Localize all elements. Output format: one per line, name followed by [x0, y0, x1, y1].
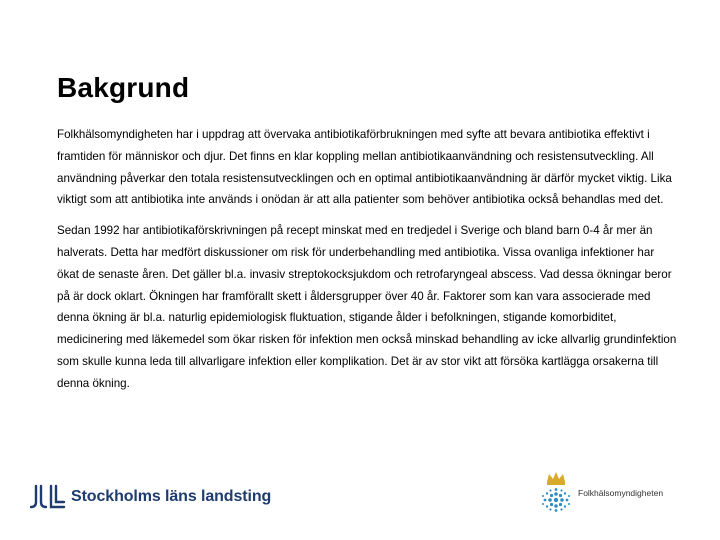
sll-logo-text: Stockholms läns landsting	[71, 488, 272, 505]
sll-logo	[30, 484, 271, 510]
fhm-logo-text: Folkhälsomyndigheten	[578, 488, 664, 498]
fhm-crown-emblem-icon	[536, 470, 576, 516]
slide-body	[57, 124, 677, 404]
fhm-logo	[536, 470, 663, 516]
paragraph-2: Sedan 1992 har antibiotikaförskrivningen på recept minskat med en tredjedel i Sverige och bland barn 0-4 år mer än halverats. Detta har medfört diskussioner om risk för underbehandling med antibiotika. Vissa ovanliga infektioner har ökat de senaste åren. Det gäller bl.a. invasiv streptokocksjukdom och retrofaryngeal abscess. Vad dessa ökningar beror på är dock oklart. Ökningen har framförallt skett i åldersgrupper över 40 år. Faktorer som kan vara associerade med denna ökning är bl.a. naturlig epidemiologisk fluktuation, stigande ålder i befolkningen, stigande komorbiditet, medicinering med läkemedel som ökar risken för infektion men också minskad behandling av icke allvarlig grundinfektion som skulle kunna leda till allvarligare infektion eller komplikation. Det är av stor vikt att försöka kartlägga orsakerna till denna ökning.	[57, 224, 677, 390]
sll-logo-icon	[30, 484, 66, 510]
slide-title: Bakgrund	[57, 72, 190, 103]
paragraph-1: Folkhälsomyndigheten har i uppdrag att övervaka antibiotikaförbrukningen med syfte att bevara antibiotika effektivt i framtiden för människor och djur. Det finns en klar koppling mellan antibiotikaanvändning och resistensutveckling. All användning påverkar den totala resistensutvecklingen och en optimal antibiotikaanvändning är därför mycket viktig. Lika viktigt som att antibiotika inte används i onödan är att alla patienter som behöver antibiotika också behandlas med det.	[57, 128, 672, 207]
